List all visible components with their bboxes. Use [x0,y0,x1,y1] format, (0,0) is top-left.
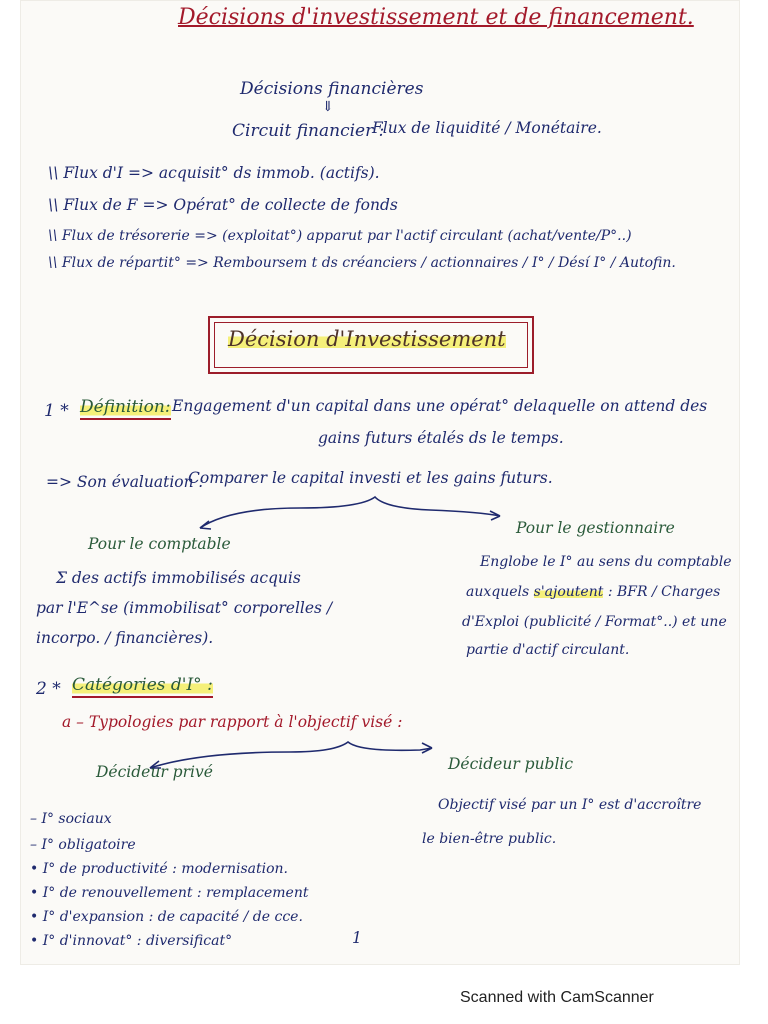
bullet-mark: \\ [48,228,58,244]
decideur-public-heading: Décideur public [448,755,574,773]
flow-label: Flux de F [63,196,138,214]
decideur-public-line1: Objectif visé par un I° est d'accroître [438,797,702,813]
gestionnaire-line2 [466,585,720,600]
bullet-mark: \\ [48,164,59,182]
definition-text-line1: Engagement d'un capital dans une opérat° delaquelle on attend des [172,397,708,415]
arrow-mark: => [128,164,154,182]
categories-number: 2 * [36,679,61,699]
list-mark: – [30,811,37,827]
section-title-text: Décision d'Investissement [228,327,506,351]
definition-number: 1 * [44,401,69,421]
bullet-mark: \\ [48,196,59,214]
flow-desc: (exploitat°) apparut par l'actif circulant (achat/vente/P°..) [222,228,632,244]
gestionnaire-line2-post: : BFR / Charges [607,584,721,600]
flow-label: Flux d'I [63,164,124,182]
list-item [30,812,112,827]
list-mark: – [30,837,37,853]
circuit-label: Circuit financier : [232,121,385,141]
arrow-mark: => [142,196,169,214]
gestionnaire-line2-pre: auxquels [466,584,530,600]
scanner-watermark: Scanned with CamScanner [460,989,654,1006]
circuit-value: Flux de liquidité / Monétaire. [372,119,602,137]
list-text: I° de renouvellement : remplacement [42,885,309,901]
comptable-heading: Pour le comptable [88,535,231,553]
list-item [30,886,308,901]
list-item [30,910,303,925]
gestionnaire-line1: Englobe le I° au sens du comptable [480,554,732,570]
flow-desc: Remboursem t ds créanciers / actionnaires / I° / Désí I° / Autofin. [213,255,676,271]
list-text: I° de productivité : modernisation. [42,861,288,877]
decideur-public-line2: le bien-être public. [422,831,557,847]
flow-label: Flux de trésorerie [61,228,190,244]
list-item [30,934,232,949]
gestionnaire-line4: partie d'actif circulant. [466,642,630,658]
categories-label [72,676,213,695]
list-mark: • [30,933,39,949]
definition-label-text: Définition: [80,397,171,420]
list-text: I° d'innovat° : diversificat° [42,933,233,949]
page-number: 1 [352,929,362,947]
gestionnaire-line3: d'Exploi (publicité / Format°..) et une [462,614,727,630]
evaluation-text: Comparer le capital investi et les gains futurs. [188,469,553,487]
arrow-mark: => [185,255,209,271]
list-mark: • [30,861,39,877]
list-text: I° d'expansion : de capacité / de cce. [42,909,303,925]
bullet-mark: \\ [48,255,58,271]
comptable-line: incorpo. / financières). [36,629,214,647]
definition-text-line2: gains futurs étalés ds le temps. [318,429,564,447]
list-item [30,838,136,853]
down-arrow: ⇓ [322,99,334,115]
categories-label-text: Catégories d'I° : [72,675,213,698]
financial-decisions-heading: Décisions financières [240,79,424,99]
gestionnaire-line2-highlight: s'ajoutent [533,584,604,600]
list-item [30,862,288,877]
page-title: Décisions d'investissement et de financement. [178,5,694,30]
list-mark: • [30,909,39,925]
list-text: I° obligatoire [41,837,136,853]
flow-desc: acquisit° ds immob. (actifs). [158,164,380,182]
arrow-mark: => [194,228,218,244]
typologies-heading: a – Typologies par rapport à l'objectif visé : [62,713,403,731]
comptable-line: par l'E^se (immobilisat° corporelles / [36,599,333,617]
list-text: I° sociaux [41,811,112,827]
evaluation-label: => Son évaluation : [46,473,204,491]
gestionnaire-heading: Pour le gestionnaire [516,519,675,537]
flow-label: Flux de répartit° [61,255,181,271]
flow-desc: Opérat° de collecte de fonds [173,196,398,214]
comptable-line: Σ des actifs immobilisés acquis [56,569,301,587]
list-mark: • [30,885,39,901]
decideur-prive-heading: Décideur privé [96,763,213,781]
